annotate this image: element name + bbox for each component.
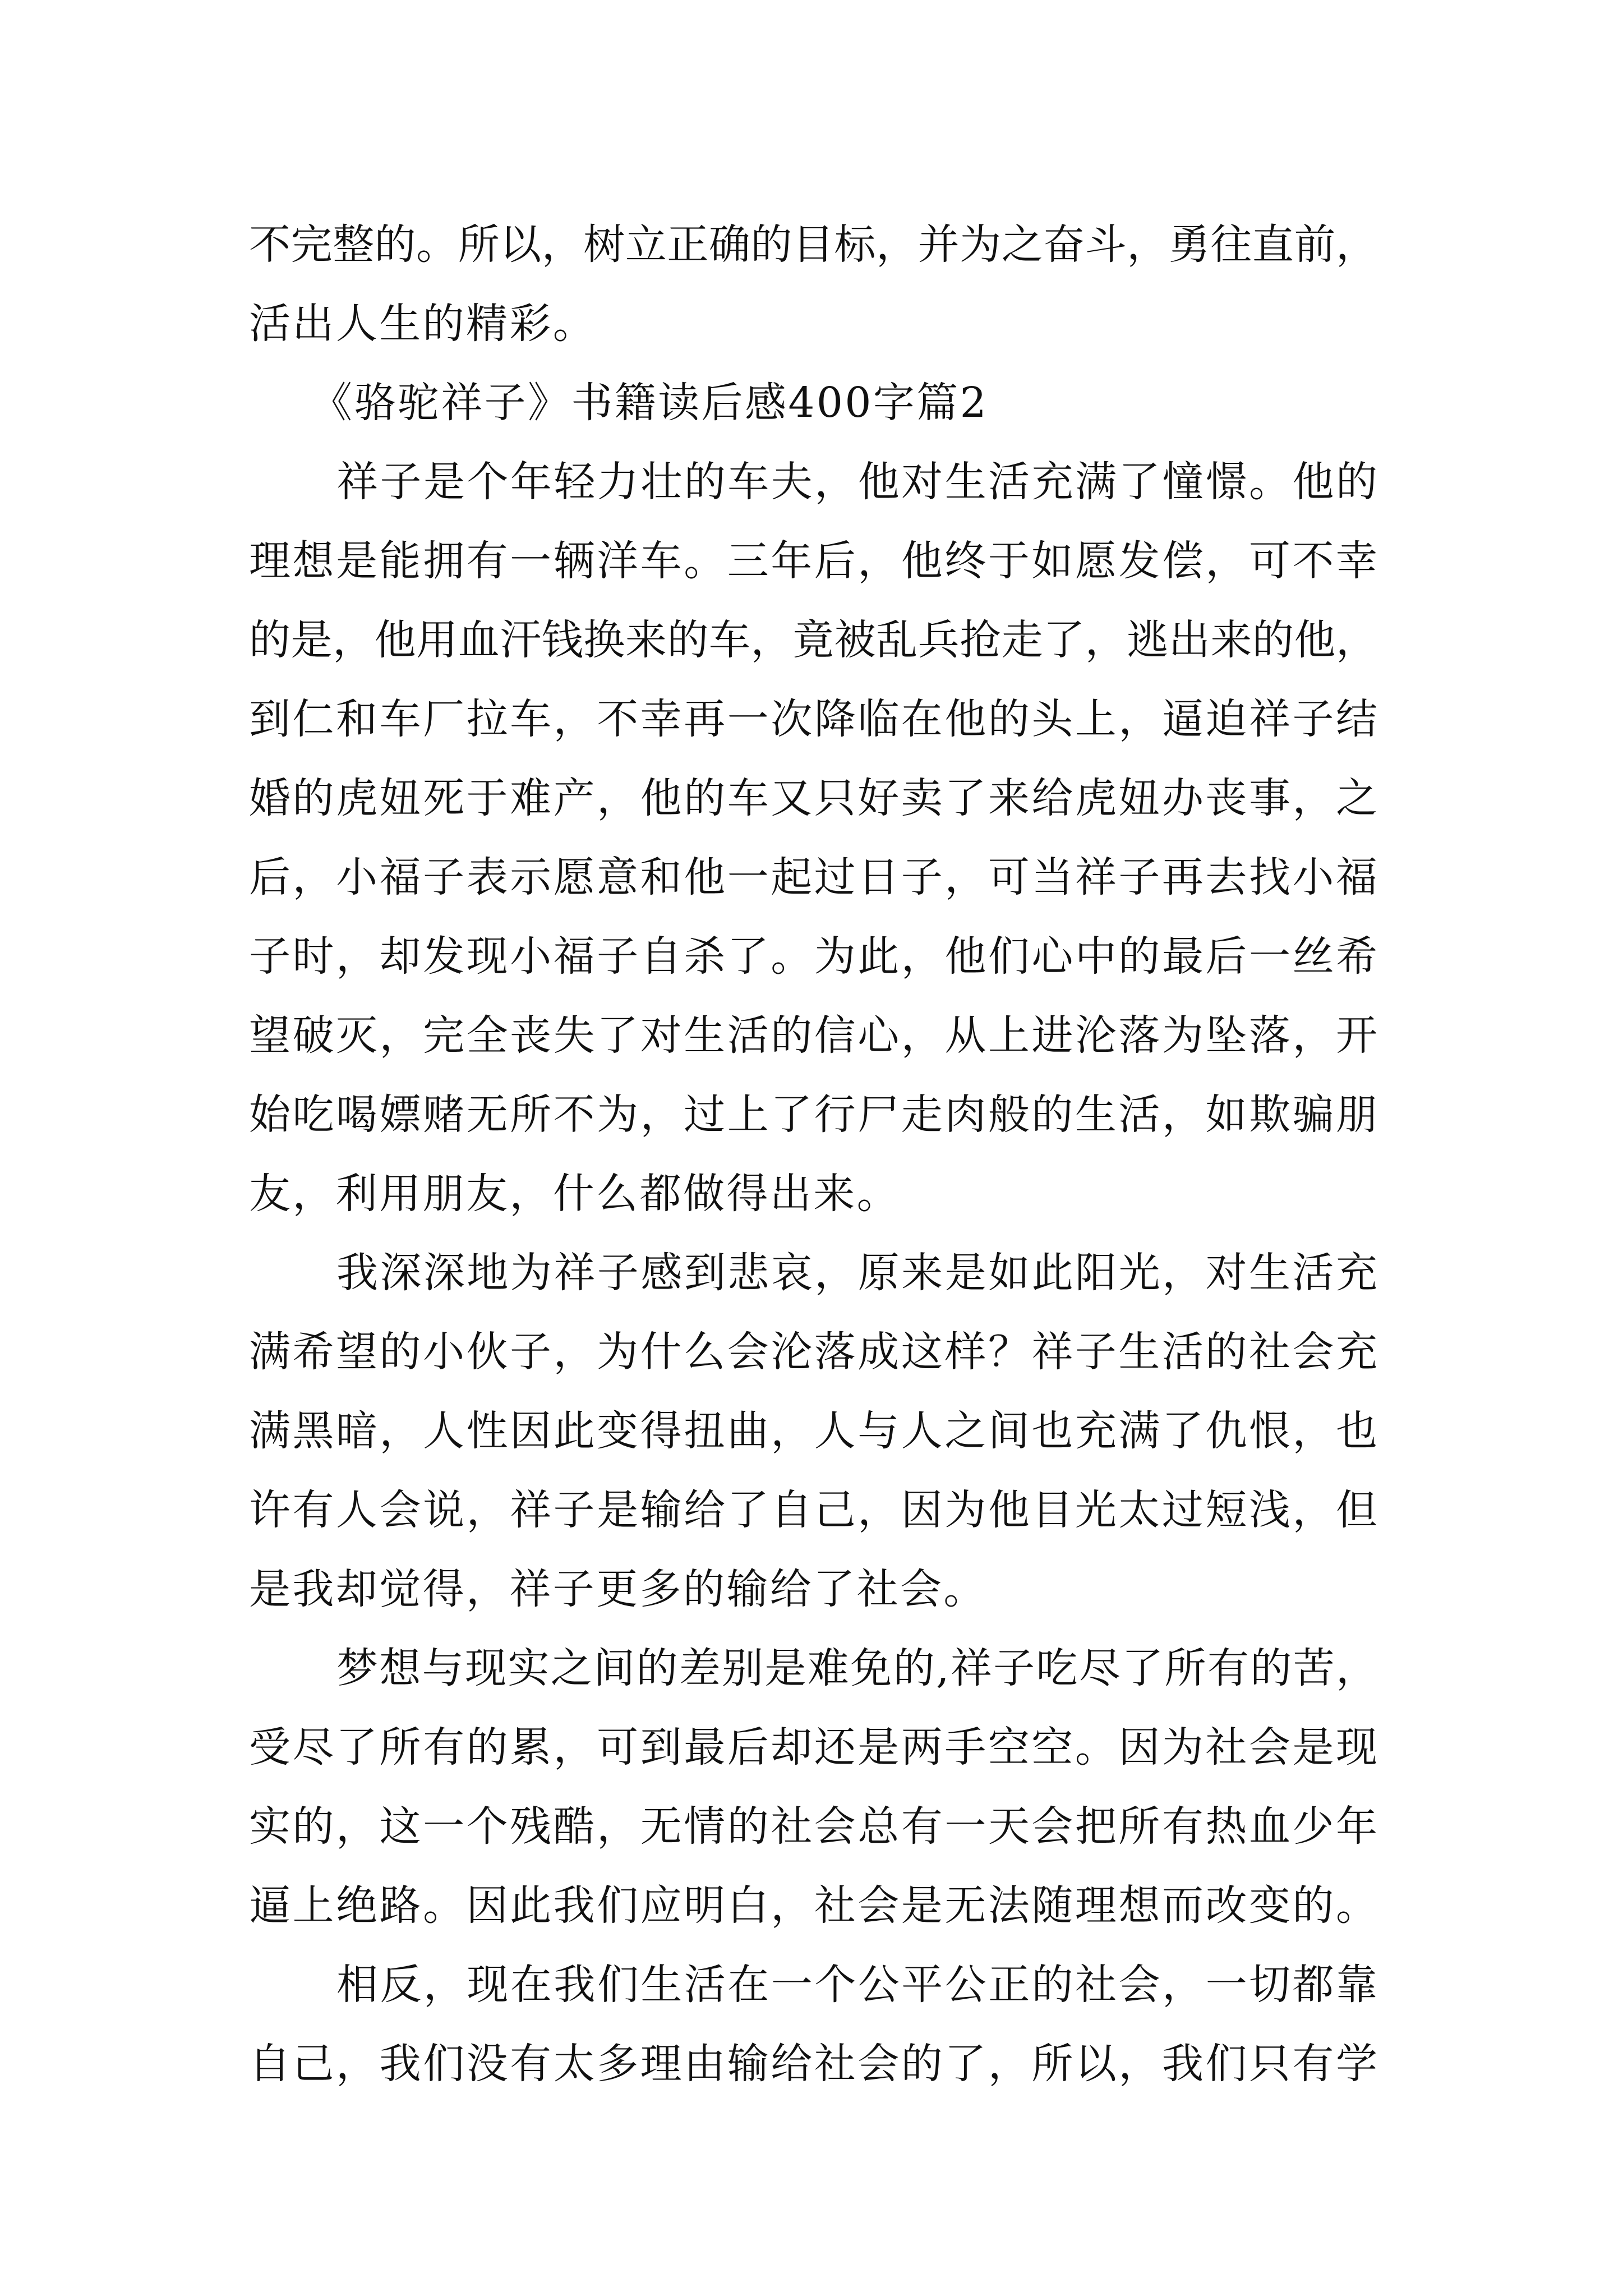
text-line: 祥子是个年轻力壮的车夫，他对生活充满了憧憬。他的 [336,458,1377,506]
text-line: 逼上绝路。因此我们应明白，社会是无法随理想而改变的。 [249,1881,1377,1930]
section-heading: 《骆驼祥子》书籍读后感400字篇2 [311,379,989,427]
text-line: 婚的虎妞死于难产，他的车又只好卖了来给虎妞办丧事，之 [249,774,1377,822]
text-line: 的是，他用血汗钱换来的车，竟被乱兵抢走了，逃出来的他， [249,616,1377,664]
document-body [249,205,1377,2104]
text-line: 到仁和车厂拉车，不幸再一次降临在他的头上，逼迫祥子结 [249,695,1377,743]
paragraph [249,1234,1377,1629]
text-line: 友，利用朋友，什么都做得出来。 [249,1170,900,1218]
text-line: 相反，现在我们生活在一个公平公正的社会，一切都靠 [336,1961,1377,2009]
text-line: 我深深地为祥子感到悲哀，原来是如此阳光，对生活充 [336,1249,1377,1297]
text-line: 梦想与现实之间的差别是难免的,祥子吃尽了所有的苦， [336,1644,1377,1692]
paragraph [249,443,1377,1234]
paragraph [249,1629,1377,1945]
text-line: 始吃喝嫖赌无所不为，过上了行尸走肉般的生活，如欺骗朋 [249,1091,1377,1139]
text-line: 实的，这一个残酷，无情的社会总有一天会把所有热血少年 [249,1802,1377,1851]
text-line: 自己，我们没有太多理由输给社会的了，所以，我们只有学 [249,2040,1377,2088]
text-line: 满黑暗，人性因此变得扭曲，人与人之间也充满了仇恨，也 [249,1407,1377,1455]
text-line: 子时，却发现小福子自杀了。为此，他们心中的最后一丝希 [249,932,1377,981]
text-line: 后，小福子表示愿意和他一起过日子，可当祥子再去找小福 [249,853,1377,901]
text-line: 是我却觉得，祥子更多的输给了社会。 [249,1565,987,1613]
text-line: 活出人生的精彩。 [249,300,597,348]
text-line: 不完整的。所以，树立正确的目标，并为之奋斗，勇往直前， [249,220,1377,269]
text-line: 受尽了所有的累，可到最后却还是两手空空。因为社会是现 [249,1723,1377,1772]
text-line: 许有人会说，祥子是输给了自己，因为他目光太过短浅，但 [249,1486,1377,1534]
paragraph [249,1945,1377,2104]
paragraph-continued [249,205,1377,364]
text-line: 满希望的小伙子，为什么会沦落成这样？祥子生活的社会充 [249,1328,1377,1376]
text-line: 理想是能拥有一辆洋车。三年后，他终于如愿发偿，可不幸 [249,537,1377,585]
text-line: 望破灭，完全丧失了对生活的信心，从上进沦落为坠落，开 [249,1011,1377,1060]
